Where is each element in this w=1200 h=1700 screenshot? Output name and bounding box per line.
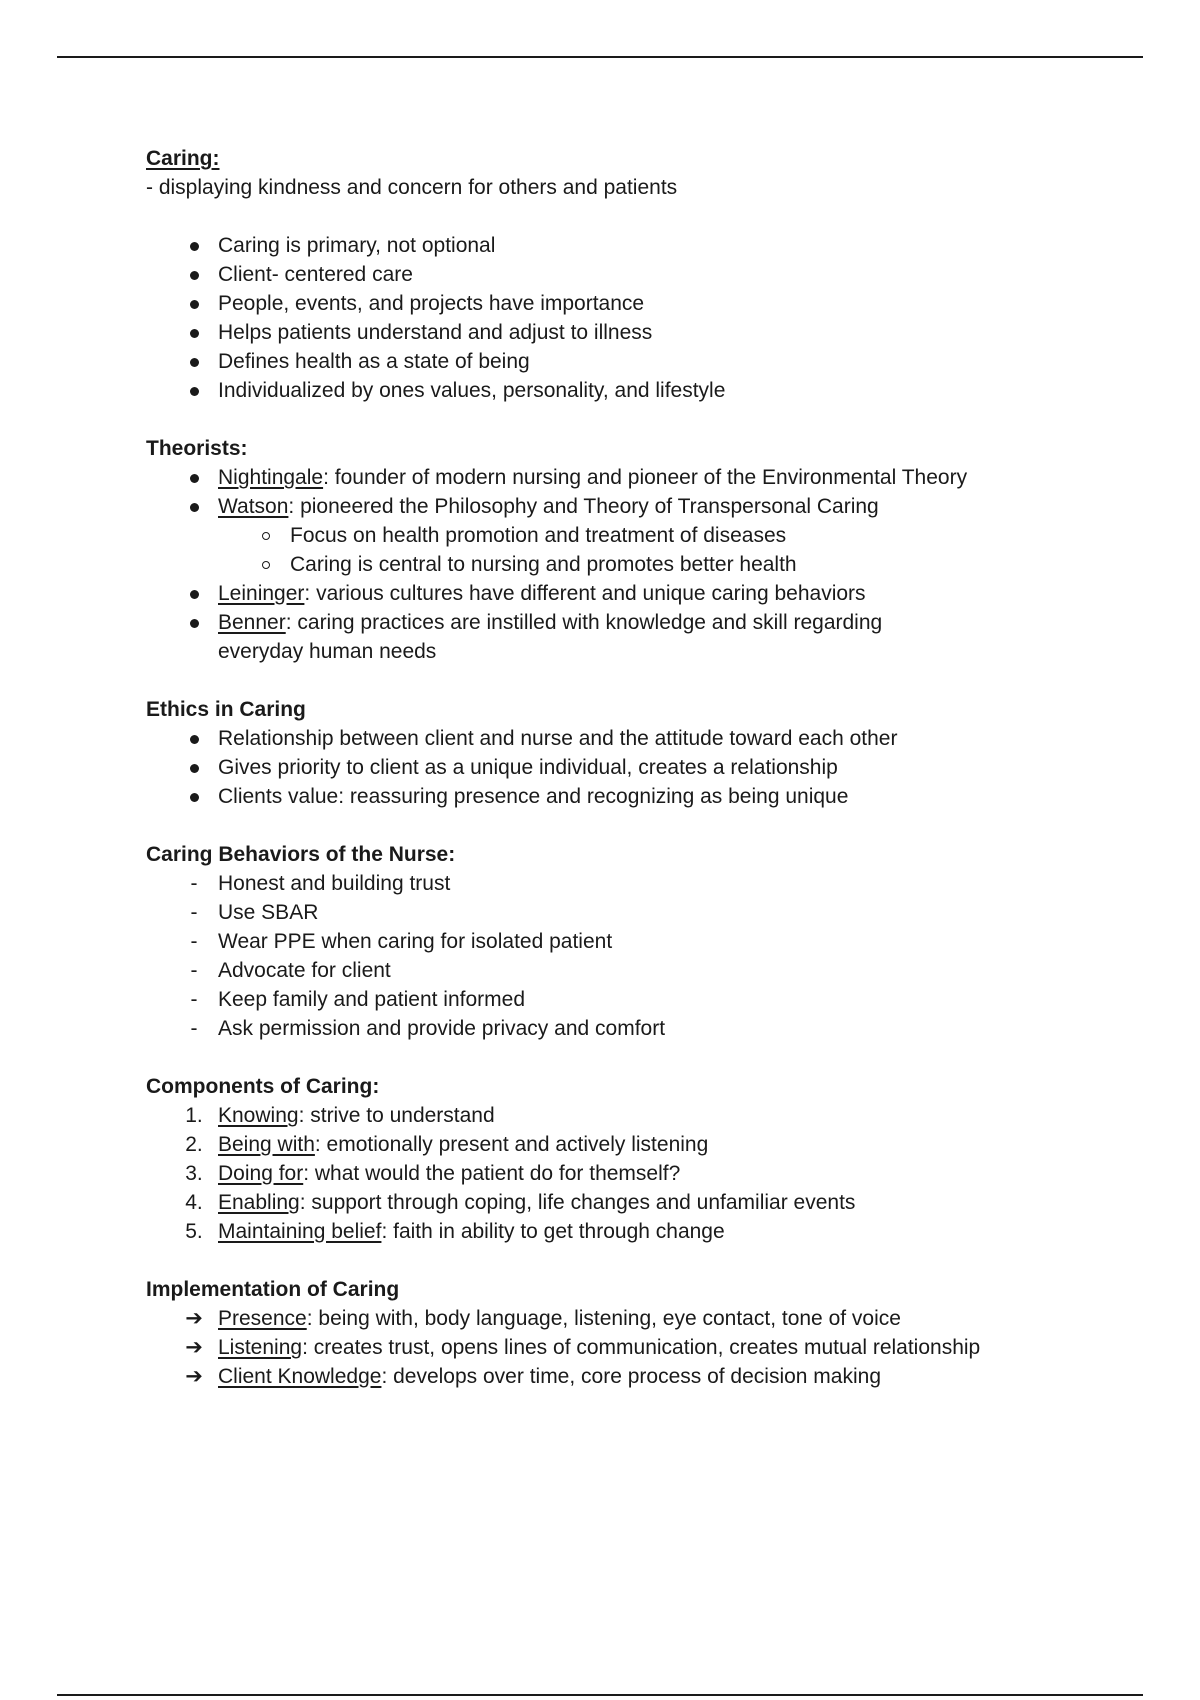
theorist-name: Leininger: [218, 582, 305, 605]
list-item: People, events, and projects have importance: [146, 289, 1146, 318]
list-number: 3.: [185, 1162, 203, 1185]
implementation-term: Client Knowledge: [218, 1365, 382, 1388]
components-list: [146, 1101, 1146, 1246]
arrow-right-icon: ➔: [185, 1365, 203, 1388]
bullet-icon: [182, 289, 206, 318]
bullet-icon: [182, 753, 206, 782]
list-item: - Wear PPE when caring for isolated patient: [146, 927, 1146, 956]
behaviors-list: [146, 869, 1146, 1043]
bullet-icon: [182, 318, 206, 347]
dash-icon: -: [190, 1017, 198, 1040]
bullet-icon: [182, 782, 206, 811]
bullet-icon: [182, 724, 206, 753]
list-item: ➔ Client Knowledge: develops over time, core process of decision making: [146, 1362, 1146, 1391]
bullet-icon: [182, 463, 206, 492]
theorists-list: [146, 463, 1146, 666]
list-item: Watson: pioneered the Philosophy and Theory of Transpersonal Caring: [146, 492, 1146, 521]
list-item: - Honest and building trust: [146, 869, 1146, 898]
list-item: 2. Being with: emotionally present and actively listening: [146, 1130, 1146, 1159]
bottom-rule: [57, 1694, 1143, 1696]
component-term: Being with: [218, 1133, 315, 1156]
theorist-name: Benner: [218, 611, 286, 634]
component-term: Knowing: [218, 1104, 299, 1127]
hollow-bullet-icon: [254, 521, 278, 550]
arrow-right-icon: ➔: [185, 1336, 203, 1359]
list-item: 5. Maintaining belief: faith in ability to get through change: [146, 1217, 1146, 1246]
caring-definition: - displaying kindness and concern for others and patients: [146, 176, 678, 199]
list-item: - Keep family and patient informed: [146, 985, 1146, 1014]
list-number: 2.: [185, 1133, 203, 1156]
list-item: ➔ Listening: creates trust, opens lines of communication, creates mutual relationship: [146, 1333, 1146, 1362]
bullet-icon: [182, 347, 206, 376]
list-item: - Ask permission and provide privacy and comfort: [146, 1014, 1146, 1043]
components-heading: Components of Caring:: [146, 1075, 380, 1098]
list-item: - Advocate for client: [146, 956, 1146, 985]
list-item: Individualized by ones values, personality, and lifestyle: [146, 376, 1146, 405]
list-number: 4.: [185, 1191, 203, 1214]
sub-list-item: Focus on health promotion and treatment of diseases: [146, 521, 1146, 550]
bullet-icon: [182, 260, 206, 289]
bullet-icon: [182, 579, 206, 608]
list-item: Helps patients understand and adjust to illness: [146, 318, 1146, 347]
implementation-term: Listening: [218, 1336, 303, 1359]
component-term: Doing for: [218, 1162, 304, 1185]
list-item: Nightingale: founder of modern nursing and pioneer of the Environmental Theory: [146, 463, 1146, 492]
bullet-icon: [182, 231, 206, 260]
theorist-name: Nightingale: [218, 466, 324, 489]
component-term: Enabling: [218, 1191, 300, 1214]
dash-icon: -: [190, 901, 198, 924]
list-number: 1.: [185, 1104, 203, 1127]
list-item: Leininger: various cultures have different and unique caring behaviors: [146, 579, 1146, 608]
list-item: 4. Enabling: support through coping, life changes and unfamiliar events: [146, 1188, 1146, 1217]
component-term: Maintaining belief: [218, 1220, 382, 1243]
list-item: Gives priority to client as a unique individual, creates a relationship: [146, 753, 1146, 782]
bullet-icon: [182, 492, 206, 521]
implementation-heading: Implementation of Caring: [146, 1278, 400, 1301]
list-item: 1. Knowing: strive to understand: [146, 1101, 1146, 1130]
list-number: 5.: [185, 1220, 203, 1243]
list-item: Defines health as a state of being: [146, 347, 1146, 376]
behaviors-heading: Caring Behaviors of the Nurse:: [146, 843, 456, 866]
list-item: Caring is primary, not optional: [146, 231, 1146, 260]
bullet-icon: [182, 608, 206, 637]
ethics-heading: Ethics in Caring: [146, 698, 306, 721]
notes-content: [146, 144, 1146, 1391]
list-item: Clients value: reassuring presence and recognizing as being unique: [146, 782, 1146, 811]
list-item: ➔ Presence: being with, body language, listening, eye contact, tone of voice: [146, 1304, 1146, 1333]
top-rule: [57, 56, 1143, 58]
dash-icon: -: [190, 988, 198, 1011]
theorist-name: Watson: [218, 495, 289, 518]
sub-list-item: Caring is central to nursing and promotes better health: [146, 550, 1146, 579]
list-item: 3. Doing for: what would the patient do for themself?: [146, 1159, 1146, 1188]
list-item: Benner: caring practices are instilled with knowledge and skill regarding everyday human needs: [146, 608, 1146, 666]
dash-icon: -: [190, 930, 198, 953]
implementation-term: Presence: [218, 1307, 307, 1330]
hollow-bullet-icon: [254, 550, 278, 579]
implementation-list: [146, 1304, 1146, 1391]
dash-icon: -: [190, 959, 198, 982]
bullet-icon: [182, 376, 206, 405]
caring-heading: Caring:: [146, 147, 220, 170]
arrow-right-icon: ➔: [185, 1307, 203, 1330]
theorists-heading: Theorists:: [146, 437, 248, 460]
list-item: Client- centered care: [146, 260, 1146, 289]
caring-list: [146, 231, 1146, 405]
ethics-list: [146, 724, 1146, 811]
list-item: - Use SBAR: [146, 898, 1146, 927]
list-item: Relationship between client and nurse and the attitude toward each other: [146, 724, 1146, 753]
dash-icon: -: [190, 872, 198, 895]
